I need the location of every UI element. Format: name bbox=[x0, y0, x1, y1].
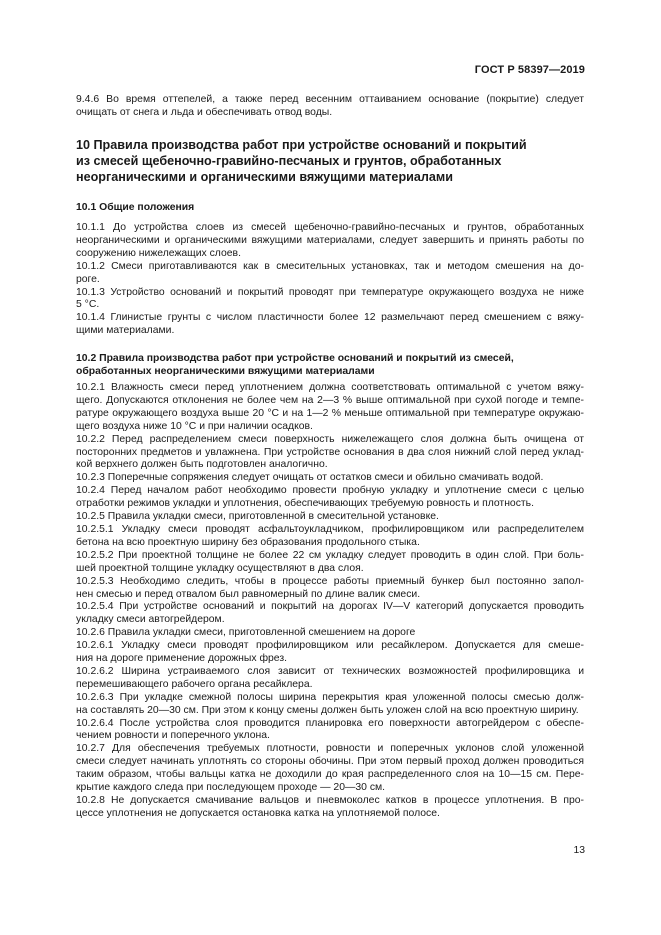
text-line: чением ровности и поперечного уклона. bbox=[76, 730, 270, 742]
text-line: 10.2.1 Влажность смеси перед уплотнением должна соответствовать оптимальной с учетом вяжу- bbox=[76, 382, 584, 393]
paragraph bbox=[76, 627, 584, 640]
text-line: 10.2.7 Для обеспечения требуемых плотности, ровности и поперечных уклонов слой уложенной bbox=[76, 743, 584, 755]
text-line: 10.2.8 Не допускается смачивание вальцов и пневмоколес катков в процессе уплотнения. В про- bbox=[76, 795, 584, 806]
text-line: 10.2.5.3 Необходимо следить, чтобы в процессе работы приемный бункер был постоянно запол- bbox=[76, 575, 584, 587]
paragraph bbox=[76, 550, 584, 576]
paragraph bbox=[76, 743, 584, 795]
text-line: посторонних предметов и увлажнена. При устройстве основания в два слоя нижний слой перед уклад- bbox=[76, 446, 584, 458]
text-line: цессе уплотнения не допускается остановка катка на уплотняемой полосе. bbox=[76, 807, 440, 819]
paragraph bbox=[76, 666, 584, 692]
text-line: укладку смеси автогрейдером. bbox=[76, 614, 225, 626]
text-line: 10.2.5.1 Укладку смеси проводят асфальтоукладчиком, профилировщиком или распределителем bbox=[76, 523, 584, 535]
title-line: обработанных неорганическими вяжущими материалами bbox=[76, 366, 375, 377]
text-line: отработки режимов укладки и уплотнения, обеспечивающих требуемую ровность и плотность. bbox=[76, 498, 534, 510]
title-line: неорганическими и органическими вяжущими материалами bbox=[76, 170, 453, 184]
page-number: 13 bbox=[573, 845, 585, 856]
text-line: крытие каждого следа при последующем проходе — 20—30 см. bbox=[76, 782, 386, 794]
paragraph bbox=[76, 382, 584, 434]
text-line: кой верхнего должен быть подготовлен аналогично. bbox=[76, 459, 328, 471]
text-line: 9.4.6 Во время оттепелей, а также перед весенним оттаиванием основание (покрытие) следует bbox=[76, 94, 584, 105]
text-line: 10.1.1 До устройства слоев из смесей щебеночно-гравийно-песчаных и грунтов, обработанных bbox=[76, 222, 584, 233]
paragraph bbox=[76, 718, 584, 744]
paragraph bbox=[76, 640, 584, 666]
paragraph bbox=[76, 576, 584, 602]
text-line: нен смесью и перед отвалом был равномерный по длине валик смеси. bbox=[76, 588, 421, 600]
text-line: 10.1.4 Глинистые грунты с числом пластичности более 12 размельчают перед смешением с вяжу- bbox=[76, 312, 584, 324]
text-line: 10.2.5 Правила укладки смеси, приготовленной в смесительной установке. bbox=[76, 511, 439, 523]
text-line: шей проектной толщине укладку осуществляют в два слоя. bbox=[76, 562, 364, 574]
text-line: 10.1.3 Устройство оснований и покрытий проводят при температуре окружающего воздуха не ниже bbox=[76, 286, 584, 298]
section-10-title bbox=[76, 137, 586, 185]
text-line: щего. Допускаются отклонения не более чем на 2—3 % выше оптимальной при сухой погоде и темпе- bbox=[76, 394, 584, 406]
text-line: роге. bbox=[76, 273, 100, 285]
text-line: 10.2.5.2 При проектной толщине не более 22 см укладку следует проводить в один слой. При боль- bbox=[76, 549, 584, 561]
paragraph bbox=[76, 601, 584, 627]
subsection-10-1-body bbox=[76, 222, 584, 338]
text-line: 10.2.5.4 При устройстве оснований и покрытий на дорогах IV—V категорий допускается проводить bbox=[76, 601, 584, 613]
text-line: бетона на всю проектную ширину без образования продольного стыка. bbox=[76, 536, 420, 548]
text-line: сооружению нижележащих слоев. bbox=[76, 247, 241, 259]
text-line: щего воздуха ниже 10 °С и при наличии осадков. bbox=[76, 420, 313, 432]
text-line: 10.2.3 Поперечные сопряжения следует очищать от остатков смеси и обильно смачивать водой. bbox=[76, 472, 544, 484]
text-line: 10.2.4 Перед началом работ необходимо провести пробную укладку и уплотнение смеси с целью bbox=[76, 485, 584, 497]
paragraph bbox=[76, 472, 584, 485]
text-line: очищать от снега и льда и обеспечивать отвод воды. bbox=[76, 106, 333, 118]
subsection-10-2-body bbox=[76, 382, 584, 821]
paragraph bbox=[76, 287, 584, 313]
subsection-10-2-title bbox=[76, 352, 584, 378]
text-line: таким образом, чтобы вальцы катка не доходили до края распределенного слоя на 10—15 см. Пере- bbox=[76, 769, 584, 781]
subsection-10-1-title bbox=[76, 201, 584, 214]
text-line: 10.2.6.2 Ширина устраиваемого слоя зависит от технических возможностей профилировщика и bbox=[76, 665, 584, 677]
text-line: неорганическими и органическими вяжущими материалами, следует завершить и принять работы по bbox=[76, 234, 584, 246]
paragraph bbox=[76, 312, 584, 338]
text-line: ратуре окружающего воздуха выше 20 °С и на 1—2 % меньше оптимальной при температуре окружаю- bbox=[76, 407, 584, 419]
text-line: перемешивающего рабочего органа ресайклера. bbox=[76, 678, 313, 690]
title-line: 10.1 Общие положения bbox=[76, 202, 195, 213]
paragraph-9-4-6 bbox=[76, 94, 584, 120]
text-line: 10.2.6.1 Укладку смеси проводят профилировщиком или ресайклером. Допускается для смеше- bbox=[76, 640, 584, 652]
text-line: 5 °С. bbox=[76, 299, 100, 311]
paragraph bbox=[76, 511, 584, 524]
title-line: 10.2 Правила производства работ при устройстве оснований и покрытий из смесей, bbox=[76, 353, 514, 364]
text-line: 10.2.6.4 После устройства слоя проводится планировка его поверхности автогрейдером с обеспе- bbox=[76, 717, 584, 729]
paragraph bbox=[76, 485, 584, 511]
title-line: из смесей щебеночно-гравийно-песчаных и грунтов, обработанных bbox=[76, 154, 502, 168]
text-line: на составлять 20—30 см. При этом к концу смены должен быть уложен слой на всю проектную ширину. bbox=[76, 704, 579, 716]
paragraph bbox=[76, 524, 584, 550]
paragraph bbox=[76, 261, 584, 287]
text-line: 10.1.2 Смеси приготавливаются как в смесительных установках, так и методом смешения на до- bbox=[76, 260, 584, 272]
text-line: смеси следует начинать уплотнять со стороны обочины. При этом первый проход должен проводиться bbox=[76, 756, 584, 768]
text-line: 10.2.6.3 При укладке смежной полосы ширина перекрытия края уложенной полосы смесью долж- bbox=[76, 691, 584, 703]
paragraph bbox=[76, 692, 584, 718]
standard-header: ГОСТ Р 58397—2019 bbox=[474, 64, 585, 76]
text-line: 10.2.6 Правила укладки смеси, приготовленной смешением на дороге bbox=[76, 627, 416, 639]
text-line: щими материалами. bbox=[76, 325, 175, 337]
paragraph bbox=[76, 222, 584, 261]
title-line: 10 Правила производства работ при устройстве оснований и покрытий bbox=[76, 138, 527, 152]
paragraph bbox=[76, 434, 584, 473]
text-line: ния на дороге применение дорожных фрез. bbox=[76, 653, 287, 665]
paragraph bbox=[76, 795, 584, 821]
text-line: 10.2.2 Перед распределением смеси поверхность нижележащего слоя должна быть очищена от bbox=[76, 433, 584, 445]
